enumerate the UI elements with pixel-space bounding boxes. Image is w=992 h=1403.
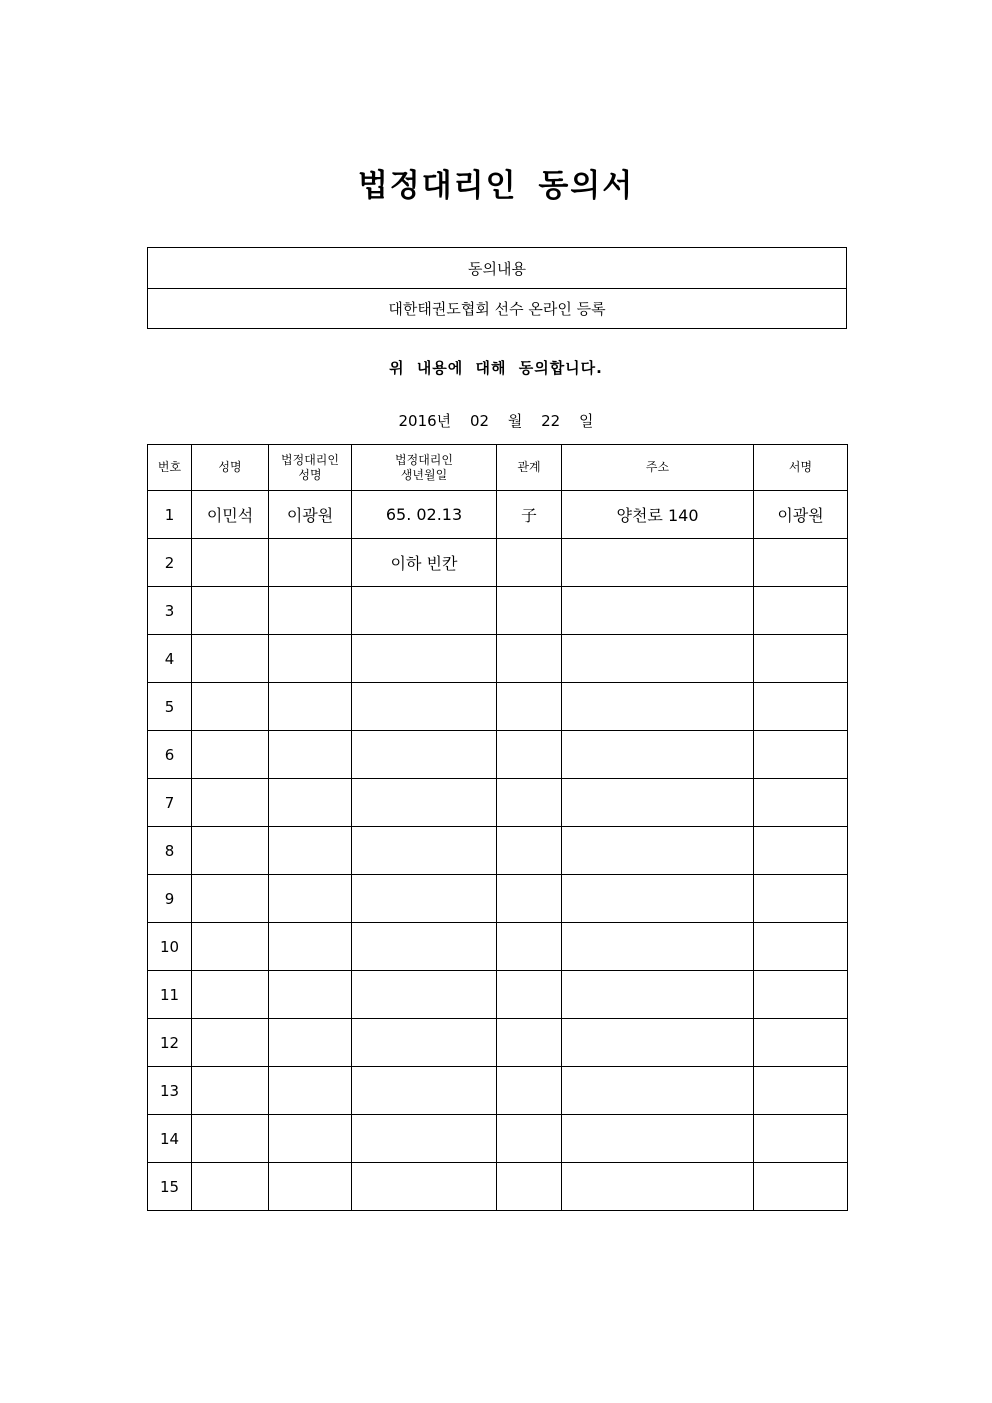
- cell-name: [192, 587, 269, 635]
- table-row: [148, 923, 848, 971]
- cell-rep-name: [269, 923, 352, 971]
- cell-rep-name: [269, 1163, 352, 1211]
- cell-rep-name: [269, 779, 352, 827]
- cell-rep-name: 이광원: [269, 491, 352, 539]
- cell-name: [192, 827, 269, 875]
- cell-rep-name: [269, 971, 352, 1019]
- cell-name: [192, 1163, 269, 1211]
- page-title: 법정대리인 동의서: [357, 168, 635, 204]
- cell-rep-name: [269, 827, 352, 875]
- cell-address: [562, 683, 754, 731]
- cell-address: [562, 1019, 754, 1067]
- cell-address: [562, 923, 754, 971]
- cell-relation: [497, 1019, 562, 1067]
- table-header-row: [148, 445, 848, 491]
- date-year: 2016년: [398, 412, 452, 430]
- cell-rep-birth: [352, 827, 497, 875]
- cell-relation: [497, 731, 562, 779]
- table-row: [148, 1067, 848, 1115]
- cell-signature: [754, 1019, 848, 1067]
- cell-rep-birth: [352, 587, 497, 635]
- cell-relation: [497, 635, 562, 683]
- cell-relation: [497, 587, 562, 635]
- cell-relation: [497, 779, 562, 827]
- cell-rep-name: [269, 587, 352, 635]
- cell-signature: 이광원: [754, 491, 848, 539]
- cell-name: [192, 1115, 269, 1163]
- cell-signature: [754, 875, 848, 923]
- cell-rep-name: [269, 1115, 352, 1163]
- cell-address: [562, 827, 754, 875]
- cell-rep-birth: 이하 빈칸: [352, 539, 497, 587]
- header-rep-name-line1: 법정대리인: [281, 452, 339, 467]
- cell-number: 9: [148, 875, 192, 923]
- table-row: [148, 779, 848, 827]
- cell-relation: [497, 1115, 562, 1163]
- date-day-number: 22: [541, 412, 561, 430]
- cell-rep-birth: [352, 683, 497, 731]
- cell-number: 15: [148, 1163, 192, 1211]
- cell-rep-birth: [352, 1163, 497, 1211]
- cell-relation: [497, 1163, 562, 1211]
- cell-address: [562, 1115, 754, 1163]
- cell-signature: [754, 923, 848, 971]
- cell-signature: [754, 587, 848, 635]
- cell-relation: [497, 923, 562, 971]
- cell-signature: [754, 731, 848, 779]
- consent-content-box: [147, 247, 847, 329]
- table-row: [148, 1019, 848, 1067]
- date-month-label: 월: [507, 412, 523, 430]
- cell-rep-name: [269, 539, 352, 587]
- cell-signature: [754, 1163, 848, 1211]
- cell-number: 8: [148, 827, 192, 875]
- cell-number: 1: [148, 491, 192, 539]
- cell-relation: [497, 683, 562, 731]
- table-row: [148, 1115, 848, 1163]
- cell-name: [192, 1019, 269, 1067]
- cell-address: [562, 971, 754, 1019]
- cell-number: 4: [148, 635, 192, 683]
- cell-rep-name: [269, 1067, 352, 1115]
- cell-name: [192, 779, 269, 827]
- table-row: [148, 827, 848, 875]
- cell-rep-birth: [352, 875, 497, 923]
- cell-signature: [754, 635, 848, 683]
- cell-rep-name: [269, 1019, 352, 1067]
- cell-signature: [754, 1115, 848, 1163]
- cell-rep-birth: [352, 779, 497, 827]
- cell-name: [192, 635, 269, 683]
- cell-relation: [497, 971, 562, 1019]
- header-name: 성명: [192, 445, 269, 491]
- cell-number: 13: [148, 1067, 192, 1115]
- cell-number: 10: [148, 923, 192, 971]
- header-rep-name-line2: 성명: [298, 467, 322, 482]
- cell-number: 12: [148, 1019, 192, 1067]
- header-rep-name: [269, 445, 352, 491]
- cell-rep-name: [269, 875, 352, 923]
- cell-name: [192, 539, 269, 587]
- cell-name: [192, 731, 269, 779]
- cell-signature: [754, 779, 848, 827]
- cell-rep-birth: [352, 923, 497, 971]
- cell-rep-name: [269, 731, 352, 779]
- table-row: [148, 587, 848, 635]
- cell-name: [192, 923, 269, 971]
- cell-signature: [754, 827, 848, 875]
- legal-representative-table: [147, 444, 848, 1211]
- cell-number: 5: [148, 683, 192, 731]
- cell-name: [192, 875, 269, 923]
- cell-address: [562, 1163, 754, 1211]
- cell-signature: [754, 683, 848, 731]
- cell-relation: 子: [497, 491, 562, 539]
- cell-name: [192, 1067, 269, 1115]
- cell-name: [192, 683, 269, 731]
- date-day-label: 일: [578, 412, 594, 430]
- cell-address: [562, 779, 754, 827]
- table-row: [148, 731, 848, 779]
- consent-header: 동의내용: [148, 248, 847, 289]
- header-relation: 관계: [497, 445, 562, 491]
- cell-address: [562, 1067, 754, 1115]
- cell-number: 14: [148, 1115, 192, 1163]
- cell-relation: [497, 827, 562, 875]
- cell-number: 11: [148, 971, 192, 1019]
- header-number: 번호: [148, 445, 192, 491]
- cell-number: 6: [148, 731, 192, 779]
- cell-rep-birth: 65. 02.13: [352, 491, 497, 539]
- table-row: [148, 491, 848, 539]
- cell-address: 양천로 140: [562, 491, 754, 539]
- cell-address: [562, 875, 754, 923]
- consent-content: 대한태권도협회 선수 온라인 등록: [148, 289, 847, 329]
- cell-rep-birth: [352, 635, 497, 683]
- cell-rep-name: [269, 683, 352, 731]
- date-line: [0, 410, 992, 431]
- cell-address: [562, 635, 754, 683]
- agreement-statement: 위 내용에 대해 동의합니다.: [389, 359, 603, 377]
- cell-rep-birth: [352, 1115, 497, 1163]
- cell-number: 7: [148, 779, 192, 827]
- cell-rep-birth: [352, 1019, 497, 1067]
- cell-number: 3: [148, 587, 192, 635]
- cell-name: 이민석: [192, 491, 269, 539]
- date-month-number: 02: [469, 412, 490, 430]
- table-row: [148, 683, 848, 731]
- table-row: [148, 971, 848, 1019]
- header-rep-birth-line1: 법정대리인: [395, 452, 453, 467]
- table-row: [148, 539, 848, 587]
- cell-signature: [754, 539, 848, 587]
- cell-address: [562, 731, 754, 779]
- cell-number: 2: [148, 539, 192, 587]
- header-signature: 서명: [754, 445, 848, 491]
- cell-signature: [754, 971, 848, 1019]
- cell-relation: [497, 539, 562, 587]
- cell-rep-name: [269, 635, 352, 683]
- cell-name: [192, 971, 269, 1019]
- cell-rep-birth: [352, 971, 497, 1019]
- cell-rep-birth: [352, 731, 497, 779]
- cell-rep-birth: [352, 1067, 497, 1115]
- cell-relation: [497, 875, 562, 923]
- cell-signature: [754, 1067, 848, 1115]
- table-row: [148, 875, 848, 923]
- table-row: [148, 635, 848, 683]
- cell-address: [562, 587, 754, 635]
- header-rep-birth-line2: 생년월일: [400, 467, 448, 482]
- header-rep-birth: [352, 445, 497, 491]
- header-address: 주소: [562, 445, 754, 491]
- cell-relation: [497, 1067, 562, 1115]
- table-row: [148, 1163, 848, 1211]
- cell-address: [562, 539, 754, 587]
